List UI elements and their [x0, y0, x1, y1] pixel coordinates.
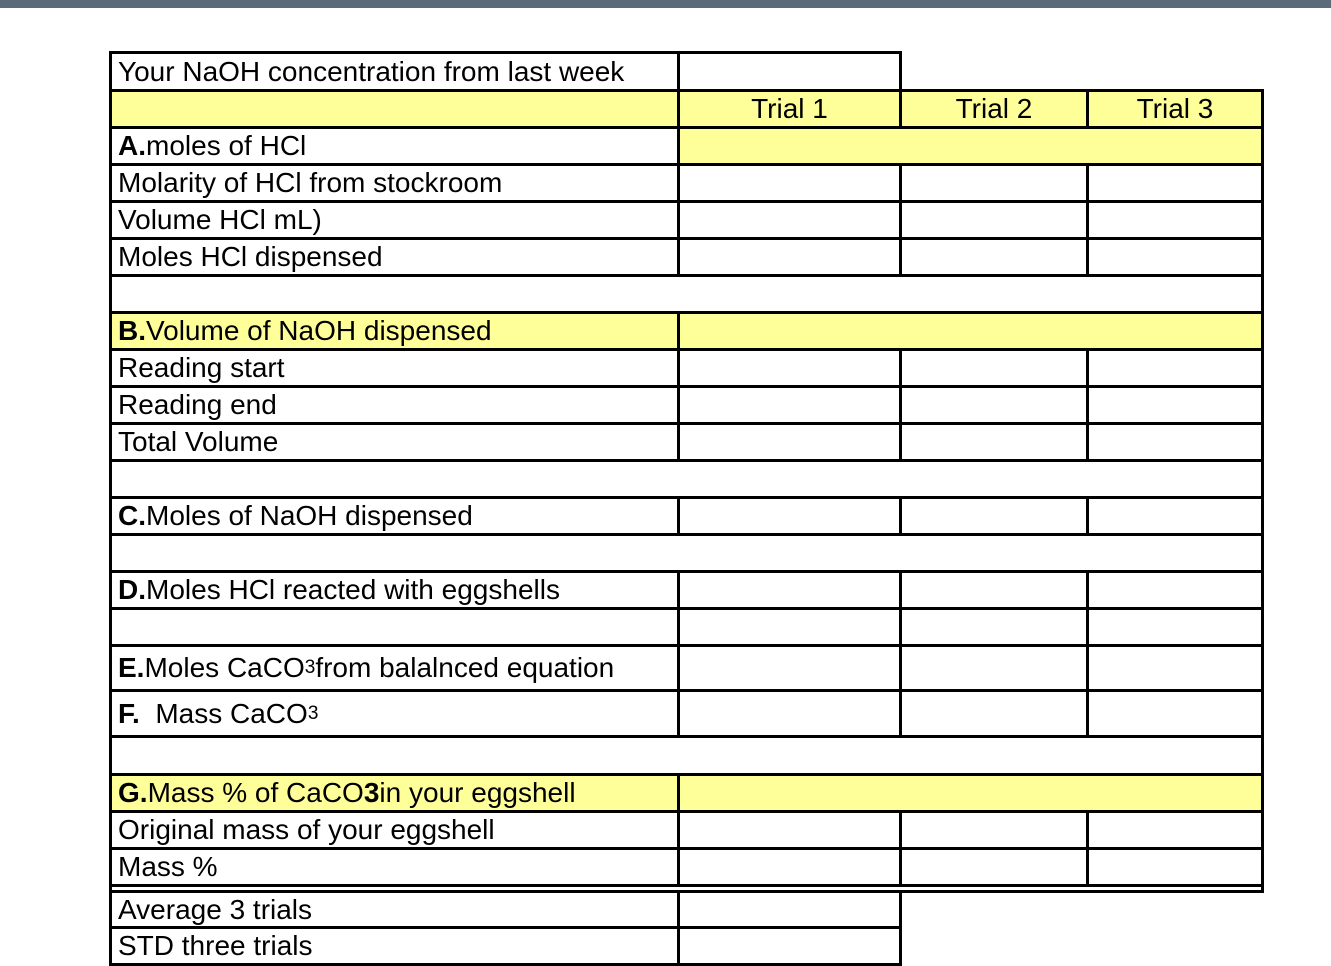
- section-f-trial-2-cell[interactable]: [899, 689, 1089, 738]
- section-g-row-1-trial-1-cell[interactable]: [677, 810, 902, 850]
- section-a-row-label: [109, 200, 680, 240]
- section-a-title: moles of HCl: [146, 130, 307, 161]
- section-c-letter: C.: [118, 500, 146, 531]
- section-d-letter: D.: [118, 574, 146, 605]
- spacer-row: [109, 533, 1264, 573]
- section-f-letter: F.: [118, 697, 140, 729]
- section-e-heading: E. Moles CaCO 3 from balalnced equation: [109, 644, 680, 692]
- blank-row-trial-2-cell[interactable]: [899, 607, 1089, 647]
- section-b-row-3-trial-1-cell[interactable]: [677, 422, 902, 462]
- section-a-row-3-trial-1-cell[interactable]: [677, 237, 902, 277]
- summary-row-label: [109, 926, 680, 966]
- section-c-trial-2-cell[interactable]: [899, 496, 1089, 536]
- section-g-row-1-trial-2-cell[interactable]: [899, 810, 1089, 850]
- section-b-row-1-trial-1-cell[interactable]: [677, 348, 902, 388]
- section-b-row-label: [109, 385, 680, 425]
- section-f-title: Mass CaCO: [139, 697, 308, 729]
- section-f-trial-1-cell[interactable]: [677, 689, 902, 738]
- naoh-concentration-label: [109, 51, 680, 92]
- section-b-row-1-trial-3-cell[interactable]: [1086, 348, 1264, 388]
- trial-1-label: Trial 1: [751, 93, 828, 124]
- section-e-letter: E.: [118, 652, 145, 683]
- section-a-row-2-trial-1-cell[interactable]: [677, 200, 902, 240]
- section-e-trial-3-cell[interactable]: [1086, 644, 1264, 692]
- section-d-trial-1-cell[interactable]: [677, 570, 902, 610]
- blank-row-trial-3-cell[interactable]: [1086, 607, 1264, 647]
- section-a-row-1-trial-3-cell[interactable]: [1086, 163, 1264, 203]
- section-d-title: Moles HCl reacted with eggshells: [146, 574, 560, 605]
- section-d-trial-3-cell[interactable]: [1086, 570, 1264, 610]
- section-g-row-2-trial-1-cell[interactable]: [677, 847, 902, 887]
- spacer-row: [109, 274, 1264, 314]
- section-a-row-3-trial-2-cell[interactable]: [899, 237, 1089, 277]
- summary-row-2-input[interactable]: [677, 926, 902, 966]
- naoh-concentration-input[interactable]: [677, 51, 902, 92]
- section-g-heading: [109, 773, 680, 813]
- section-b-row-3-trial-2-cell[interactable]: [899, 422, 1089, 462]
- spacer-row: [109, 459, 1264, 499]
- blank-row-label: [109, 607, 680, 647]
- section-d-heading: [109, 570, 680, 610]
- section-a-row-2-trial-2-cell[interactable]: [899, 200, 1089, 240]
- spacer-row: [109, 735, 1264, 776]
- section-a-row-text: Volume HCl mL): [118, 204, 322, 235]
- section-a-row-1-trial-1-cell[interactable]: [677, 163, 902, 203]
- trial-3-header: [1086, 89, 1264, 129]
- section-b-title: Volume of NaOH dispensed: [146, 315, 492, 346]
- section-a-row-text: Molarity of HCl from stockroom: [118, 167, 503, 198]
- section-b-row-label: [109, 348, 680, 388]
- section-c-trial-3-cell[interactable]: [1086, 496, 1264, 536]
- section-a-heading: [109, 126, 680, 166]
- summary-row-1-input[interactable]: [677, 890, 902, 929]
- section-g-row-text: Mass %: [118, 851, 218, 882]
- section-e-trial-1-cell[interactable]: [677, 644, 902, 692]
- section-a-row-2-trial-3-cell[interactable]: [1086, 200, 1264, 240]
- section-e-trial-2-cell[interactable]: [899, 644, 1089, 692]
- section-b-row-3-trial-3-cell[interactable]: [1086, 422, 1264, 462]
- summary-row-text: Average 3 trials: [118, 893, 313, 925]
- section-a-row-text: Moles HCl dispensed: [118, 241, 383, 272]
- section-g-title: Mass % of CaCO: [147, 777, 364, 808]
- blank-row-trial-1-cell[interactable]: [677, 607, 902, 647]
- section-b-row-2-trial-2-cell[interactable]: [899, 385, 1089, 425]
- section-b-row-1-trial-2-cell[interactable]: [899, 348, 1089, 388]
- section-g-row-text: Original mass of your eggshell: [118, 814, 495, 845]
- trial-2-label: Trial 2: [955, 93, 1033, 124]
- section-a-highlight-band: [677, 126, 1264, 166]
- section-g-highlight-band: [677, 773, 1264, 813]
- section-b-row-2-trial-1-cell[interactable]: [677, 385, 902, 425]
- section-b-row-text: Total Volume: [118, 426, 279, 457]
- section-c-title: Moles of NaOH dispensed: [146, 500, 473, 531]
- section-a-letter: A.: [118, 130, 146, 161]
- section-d-trial-2-cell[interactable]: [899, 570, 1089, 610]
- trial-2-header: [899, 89, 1089, 129]
- section-g-title-end: in your eggshell: [379, 777, 576, 808]
- section-a-row-label: [109, 163, 680, 203]
- section-f-trial-3-cell[interactable]: [1086, 689, 1264, 738]
- section-b-highlight-band: [677, 311, 1264, 351]
- section-b-heading: [109, 311, 680, 351]
- section-b-row-text: Reading end: [118, 389, 277, 420]
- section-a-row-1-trial-2-cell[interactable]: [899, 163, 1089, 203]
- summary-row-text: STD three trials: [118, 930, 313, 961]
- section-e-title-end: from balalnced equation: [315, 652, 615, 683]
- section-c-trial-1-cell[interactable]: [677, 496, 902, 536]
- section-g-row-label: [109, 847, 680, 887]
- section-c-heading: [109, 496, 680, 536]
- section-g-title-bold: 3: [363, 777, 380, 808]
- section-b-row-text: Reading start: [118, 352, 285, 383]
- naoh-concentration-text: Your NaOH concentration from last week: [118, 55, 625, 87]
- section-g-row-2-trial-3-cell[interactable]: [1086, 847, 1264, 887]
- section-b-row-label: [109, 422, 680, 462]
- trial-3-label: Trial 3: [1136, 93, 1214, 124]
- section-g-letter: G.: [118, 777, 148, 808]
- section-e-title: Moles CaCO: [144, 652, 305, 683]
- section-g-row-2-trial-2-cell[interactable]: [899, 847, 1089, 887]
- section-b-letter: B.: [118, 315, 146, 346]
- section-f-heading: F. Mass CaCO 3: [109, 689, 680, 738]
- summary-row-label: [109, 890, 680, 929]
- section-g-row-label: [109, 810, 680, 850]
- section-g-row-1-trial-3-cell[interactable]: [1086, 810, 1264, 850]
- section-a-row-3-trial-3-cell[interactable]: [1086, 237, 1264, 277]
- section-b-row-2-trial-3-cell[interactable]: [1086, 385, 1264, 425]
- section-a-row-label: [109, 237, 680, 277]
- trial-1-header: [677, 89, 902, 129]
- trials-header-blank: [109, 89, 680, 129]
